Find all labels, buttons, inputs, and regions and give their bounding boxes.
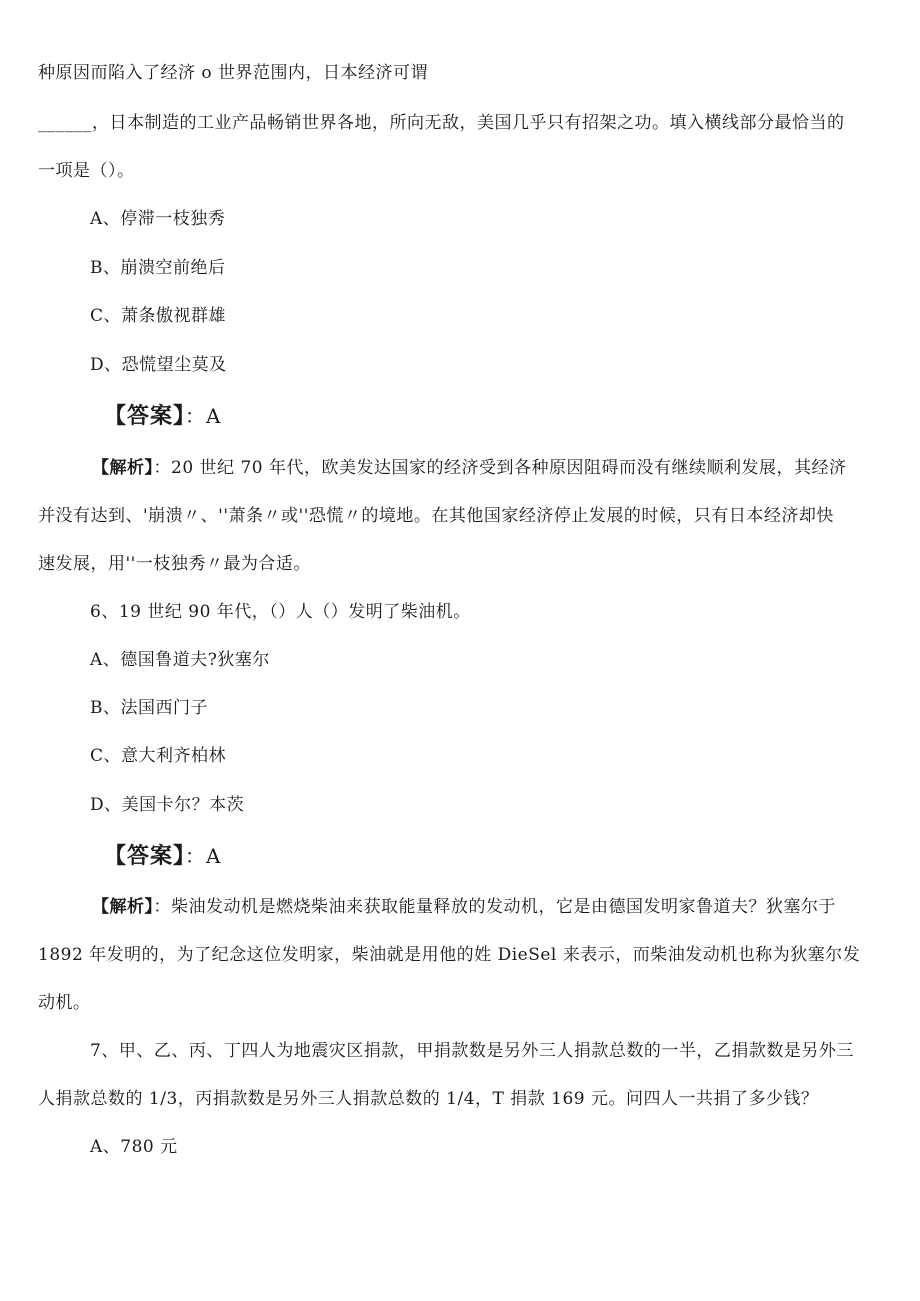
answer-label: 【答案】 [104,844,186,869]
answer-label: 【答案】 [104,404,186,429]
q5-analysis-line-3: 速发展，用''一枝独秀〃最为合适。 [38,554,311,574]
q6-stem: 6、19 世纪 90 年代，（）人（）发明了柴油机。 [90,602,471,622]
q6-option-d: D、美国卡尔？本茨 [90,795,245,815]
q6-option-c: C、意大利齐柏林 [90,746,227,766]
q5-option-b: B、崩溃空前绝后 [90,258,226,278]
q5-option-c: C、萧条傲视群雄 [90,306,227,326]
q5-stem-line-3: 一项是（）。 [38,161,135,181]
q5-stem-line-1: 种原因而陷入了经济 o 世界范围内，日本经济可谓 [38,63,429,83]
q5-option-a: A、停滞一枝独秀 [90,209,226,229]
q6-answer [104,842,221,871]
answer-value: ：A [185,844,222,868]
q7-option-a: A、780 元 [90,1137,178,1157]
q6-analysis-line-2: 1892 年发明的，为了纪念这位发明家，柴油就是用他的姓 DieSel 来表示，而柴油发动机也称为狄塞尔发 [38,945,861,965]
q5-analysis-line-1 [92,457,846,479]
q5-answer [104,402,221,431]
answer-value: ：A [185,404,222,428]
analysis-label: 【解析】 [92,897,154,917]
analysis-text: ：20 世纪 70 年代，欧美发达国家的经济受到各种原因阻碍而没有继续顺利发展，其经济 [153,458,847,478]
q7-stem-line-2: 人捐款总数的 1/3，丙捐款数是另外三人捐款总数的 1/4，T 捐款 169 元。问四人一共捐了多少钱？ [38,1089,819,1109]
q6-option-b: B、法国西门子 [90,698,208,718]
q5-option-d: D、恐慌望尘莫及 [90,355,227,375]
q6-analysis-line-3: 动机。 [38,993,91,1013]
q6-option-a: A、德国鲁道夫?狄塞尔 [90,650,270,670]
q5-stem-line-2: ______，日本制造的工业产品畅销世界各地，所向无敌，美国几乎只有招架之功。填入横线部分最恰当的 [38,113,845,133]
analysis-label: 【解析】 [92,458,154,478]
q6-analysis-line-1 [92,896,836,918]
q5-analysis-line-2: 并没有达到、'崩溃〃、''萧条〃或''恐慌〃的境地。在其他国家经济停止发展的时候，只有日本经济却快 [38,506,834,526]
q7-stem-line-1: 7、甲、乙、丙、丁四人为地震灾区捐款，甲捐款数是另外三人捐款总数的一半，乙捐款数是另外三 [90,1041,854,1061]
analysis-text: ：柴油发动机是燃烧柴油来获取能量释放的发动机，它是由德国发明家鲁道夫？狄塞尔于 [153,897,836,917]
